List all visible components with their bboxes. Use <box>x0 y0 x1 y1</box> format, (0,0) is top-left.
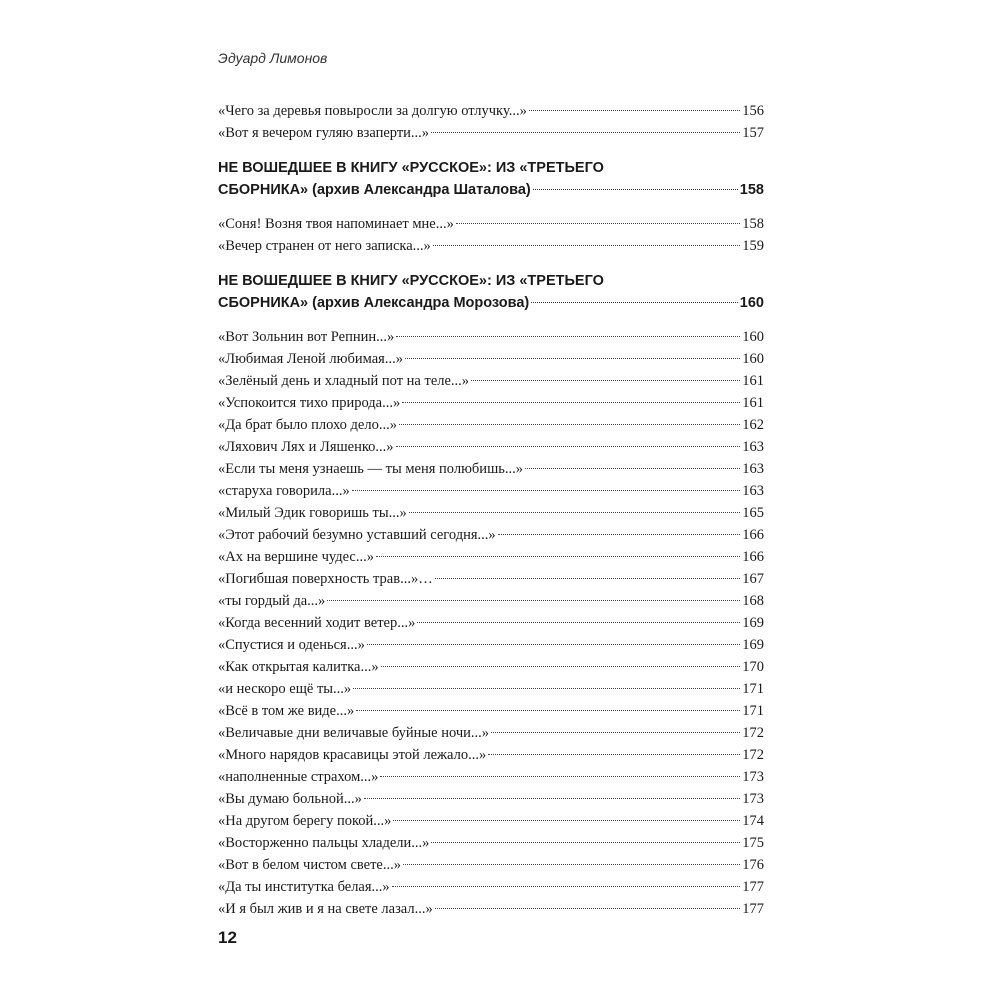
toc-entry-page: 161 <box>742 395 764 411</box>
section-heading-line2 <box>218 179 764 201</box>
toc-entry <box>218 370 764 392</box>
dot-leader <box>431 132 740 133</box>
toc-entry-page: 171 <box>742 681 764 697</box>
toc-entry <box>218 590 764 612</box>
running-head: Эдуард Лимонов <box>218 50 328 66</box>
toc-section-heading <box>218 157 764 201</box>
toc-entry <box>218 213 764 235</box>
toc-entry-title: «Много нарядов красавицы этой лежало...» <box>218 747 487 763</box>
dot-leader <box>498 534 741 535</box>
toc-entry-title: «Да брат было плохо дело...» <box>218 417 397 433</box>
toc-entry <box>218 414 764 436</box>
dot-leader <box>403 864 740 865</box>
toc-entry-title: «ты гордый да...» <box>218 593 326 609</box>
toc-entry-page: 166 <box>742 549 764 565</box>
toc-entry <box>218 122 764 144</box>
dot-leader <box>381 666 741 667</box>
toc-entry <box>218 502 764 524</box>
toc-entry-page: 167 <box>742 571 764 587</box>
toc-entry-title: «Как открытая калитка...» <box>218 659 379 675</box>
toc-entry <box>218 678 764 700</box>
toc-entry <box>218 744 764 766</box>
toc-entry-page: 163 <box>742 439 764 455</box>
dot-leader <box>471 380 740 381</box>
toc-entry-title: «Всё в том же виде...» <box>218 703 355 719</box>
dot-leader <box>399 424 740 425</box>
toc-entry-title: «наполненные страхом...» <box>218 769 379 785</box>
toc-entry-title: «Зелёный день и хладный пот на теле...» <box>218 373 470 389</box>
toc-entry <box>218 766 764 788</box>
toc-entry-page: 173 <box>742 769 764 785</box>
dot-leader <box>456 223 740 224</box>
toc-entry-page: 171 <box>742 703 764 719</box>
toc-entry <box>218 326 764 348</box>
toc-entry-page: 174 <box>742 813 764 829</box>
toc-entry <box>218 876 764 898</box>
toc-entry <box>218 524 764 546</box>
toc-entry-title: «Спустися и оденься...» <box>218 637 365 653</box>
toc-entry <box>218 348 764 370</box>
toc-entry-title: «Вот я вечером гуляю взаперти...» <box>218 125 430 141</box>
section-heading-line1: НЕ ВОШЕДШЕЕ В КНИГУ «РУССКОЕ»: ИЗ «ТРЕТЬЕГО <box>218 160 604 176</box>
toc-entry-page: 158 <box>742 216 764 232</box>
toc-entry-page: 157 <box>742 125 764 141</box>
toc-entry <box>218 722 764 744</box>
toc-entry-page: 160 <box>742 329 764 345</box>
toc-entry <box>218 100 764 122</box>
toc-entry <box>218 546 764 568</box>
dot-leader <box>380 776 740 777</box>
toc-entry-title: «Успокоится тихо природа...» <box>218 395 401 411</box>
dot-leader <box>356 710 740 711</box>
table-of-contents <box>218 100 764 920</box>
toc-entry-title: «Восторженно пальцы хладели...» <box>218 835 430 851</box>
dot-leader <box>327 600 740 601</box>
toc-entry <box>218 568 764 590</box>
dot-leader <box>392 886 741 887</box>
toc-entry-page: 165 <box>742 505 764 521</box>
toc-entry-title: «Ах на вершине чудес...» <box>218 549 374 565</box>
toc-entry-title: «Любимая Леной любимая...» <box>218 351 403 367</box>
toc-entry-title: «Вот Зольнин вот Репнин...» <box>218 329 395 345</box>
dot-leader <box>376 556 740 557</box>
section-page-number: 160 <box>739 295 764 311</box>
toc-entry-page: 169 <box>742 637 764 653</box>
section-page-number: 158 <box>739 182 764 198</box>
toc-group <box>218 213 764 257</box>
dot-leader <box>435 908 741 909</box>
toc-entry <box>218 458 764 480</box>
page-number: 12 <box>218 928 237 947</box>
toc-entry-page: 173 <box>742 791 764 807</box>
toc-entry-page: 162 <box>742 417 764 433</box>
dot-leader <box>367 644 740 645</box>
toc-entry <box>218 788 764 810</box>
toc-entry-title: «Погибшая поверхность трав...»… <box>218 571 433 587</box>
dot-leader <box>409 512 741 513</box>
toc-entry <box>218 810 764 832</box>
toc-entry-page: 166 <box>742 527 764 543</box>
toc-entry <box>218 235 764 257</box>
dot-leader <box>396 446 741 447</box>
toc-entry-page: 177 <box>742 879 764 895</box>
toc-entry <box>218 854 764 876</box>
toc-entry-title: «Вот в белом чистом свете...» <box>218 857 401 873</box>
dot-leader <box>491 732 740 733</box>
toc-entry-title: «И я был жив и я на свете лазал...» <box>218 901 433 917</box>
toc-entry <box>218 700 764 722</box>
dot-leader <box>402 402 740 403</box>
toc-entry-title: «Милый Эдик говоришь ты...» <box>218 505 407 521</box>
toc-entry-title: «На другом берегу покой...» <box>218 813 392 829</box>
toc-entry <box>218 656 764 678</box>
toc-entry-page: 172 <box>742 747 764 763</box>
dot-leader <box>353 688 740 689</box>
toc-entry <box>218 436 764 458</box>
toc-entry <box>218 480 764 502</box>
section-heading-line1: НЕ ВОШЕДШЕЕ В КНИГУ «РУССКОЕ»: ИЗ «ТРЕТЬЕГО <box>218 273 604 289</box>
toc-entry <box>218 634 764 656</box>
toc-entry-title: «старуха говорила...» <box>218 483 350 499</box>
dot-leader <box>433 245 740 246</box>
toc-entry-page: 175 <box>742 835 764 851</box>
toc-entry-title: «Когда весенний ходит ветер...» <box>218 615 416 631</box>
toc-entry-page: 163 <box>742 461 764 477</box>
dot-leader <box>531 302 738 303</box>
dot-leader <box>405 358 740 359</box>
toc-entry-page: 156 <box>742 103 764 119</box>
toc-entry <box>218 612 764 634</box>
toc-entry-page: 170 <box>742 659 764 675</box>
toc-entry <box>218 832 764 854</box>
dot-leader <box>417 622 740 623</box>
toc-entry-title: «Величавые дни величавые буйные ночи...» <box>218 725 490 741</box>
dot-leader <box>488 754 740 755</box>
dot-leader <box>533 189 738 190</box>
dot-leader <box>393 820 740 821</box>
toc-entry-title: «Вечер странен от него записка...» <box>218 238 431 254</box>
toc-entry-page: 163 <box>742 483 764 499</box>
toc-entry-title: «Ляхович Лях и Ляшенко...» <box>218 439 394 455</box>
toc-entry-page: 159 <box>742 238 764 254</box>
toc-entry-page: 168 <box>742 593 764 609</box>
toc-entry-page: 160 <box>742 351 764 367</box>
toc-group <box>218 100 764 144</box>
toc-entry-page: 172 <box>742 725 764 741</box>
toc-entry <box>218 392 764 414</box>
toc-entry-title: «и нескоро ещё ты...» <box>218 681 352 697</box>
toc-entry <box>218 898 764 920</box>
toc-entry-title: «Да ты институтка белая...» <box>218 879 390 895</box>
toc-entry-page: 161 <box>742 373 764 389</box>
dot-leader <box>364 798 740 799</box>
toc-entry-title: «Чего за деревья повыросли за долгую отлучку...» <box>218 103 527 119</box>
dot-leader <box>431 842 740 843</box>
toc-group <box>218 326 764 920</box>
toc-entry-title: «Этот рабочий безумно уставший сегодня...» <box>218 527 496 543</box>
dot-leader <box>435 578 741 579</box>
toc-entry-page: 177 <box>742 901 764 917</box>
dot-leader <box>352 490 741 491</box>
dot-leader <box>529 110 740 111</box>
section-heading-line2 <box>218 292 764 314</box>
toc-entry-title: «Вы думаю больной...» <box>218 791 362 807</box>
dot-leader <box>525 468 740 469</box>
toc-section-heading <box>218 270 764 314</box>
dot-leader <box>396 336 740 337</box>
section-heading-title: СБОРНИКА» (архив Александра Морозова) <box>218 295 530 311</box>
toc-entry-title: «Соня! Возня твоя напоминает мне...» <box>218 216 454 232</box>
toc-entry-title: «Если ты меня узнаешь — ты меня полюбишь...» <box>218 461 523 477</box>
toc-entry-page: 169 <box>742 615 764 631</box>
section-heading-title: СБОРНИКА» (архив Александра Шаталова) <box>218 182 531 198</box>
toc-entry-page: 176 <box>742 857 764 873</box>
